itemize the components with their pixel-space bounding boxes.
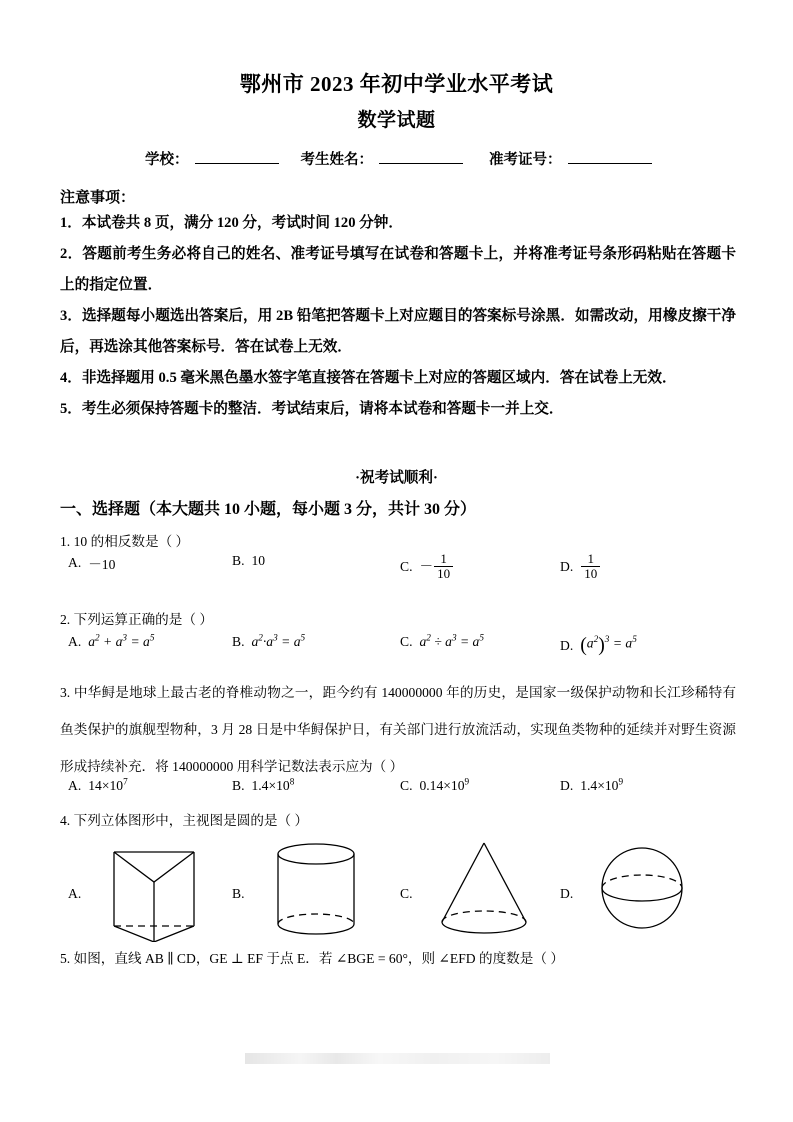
option-label: C. [400,778,413,793]
cylinder-icon [258,838,378,942]
question-3-option-a[interactable] [68,778,128,794]
question-3-body: 中华鲟是地球上最古老的脊椎动物之一，距今约有 140000000 年的历史，是国家一级保护动物和长江珍稀特有鱼类保护的旗舰型物种，3 月 28 日是中华鲟保护日，有关部门进行放流活动，实现鱼类物种的延续并对野生资源形成持续补充．将 140000000 用科学记数法表示应为（ ） [60,685,736,774]
question-1-number: 1. [60,534,71,549]
question-5-number: 5. [60,951,71,966]
question-4-option-d[interactable] [560,838,720,942]
question-5-body: 如图，直线 AB ∥ CD，GE ⊥ EF 于点 E．若 ∠BGE = 60°，则 ∠EFD 的度数是（ ） [73,951,564,966]
blank-exam-number-line[interactable] [568,150,652,164]
good-luck-note: ·祝考试顺利· [355,470,438,486]
section-heading-multiple-choice: 一、选择题（本大题共 10 小题，每小题 3 分，共计 30 分） [60,501,477,518]
notice-item-5: 5．考生必须保持答题卡的整洁．考试结束后，请将本试卷和答题卡一并上交． [60,401,564,417]
question-1-option-b[interactable] [232,553,265,569]
question-2-body: 下列运算正确的是（ ） [73,612,213,627]
option-label: A. [68,886,82,901]
question-3-option-c[interactable] [400,778,469,794]
question-4-option-c[interactable] [400,838,560,942]
notice-item-3: 3．选择题每小题选出答案后，用 2B 铅笔把答题卡上对应题目的答案标号涂黑．如需改动，用橡皮擦干净后，再选涂其他答案标号．答在试卷上无效． [60,308,736,355]
question-2-option-b[interactable] [232,634,305,650]
question-3-number: 3. [60,685,71,700]
question-3-option-d[interactable] [560,778,623,794]
option-label: A. [68,634,82,649]
blank-school [145,148,283,169]
option-label: B. [232,634,245,649]
blank-name-line[interactable] [379,150,463,164]
option-label: D. [560,559,574,575]
option-value: $a^2 + a^3 = a^5$ [88,632,155,649]
notice-item-2: 2．答题前考生务必将自己的姓名、准考证号填写在试卷和答题卡上，并将准考证号条形码粘贴在答题卡上的指定位置． [60,246,736,293]
question-1-body: 10 的相反数是（ ） [73,534,190,549]
option-value: $0.14\times 10^9$ [419,776,470,793]
option-value: － $\frac{1}{10}$ [419,553,454,581]
notice-list [60,208,736,425]
blank-name [301,148,468,169]
notice-heading: 注意事项： [60,190,136,206]
question-2-options [60,634,750,668]
sphere-icon [586,838,706,942]
page-subtitle: 数学试题 [357,110,436,131]
question-4-option-b[interactable] [232,838,392,942]
option-label: D. [560,637,574,653]
option-value: $a^2 \div a^3 = a^5$ [419,632,484,649]
question-1-option-c[interactable] [400,553,454,581]
option-label: C. [400,559,413,575]
option-value: $14\times 10^7$ [88,776,128,793]
option-value: $a^2\cdot a^3 = a^5$ [251,632,306,649]
option-label: C. [400,634,413,649]
notice-item-4: 4．非选择题用 0.5 毫米黑色墨水签字笔直接答在答题卡上对应的答题区域内．答在试卷上无效． [60,370,677,386]
blank-name-label: 考生姓名： [300,152,373,168]
redaction-band [245,1053,550,1064]
question-1-options [60,553,750,587]
question-2-option-c[interactable] [400,634,484,650]
question-2-option-d[interactable] [560,634,637,657]
option-value: $1.4\times 10^8$ [251,776,295,793]
option-value: 10 [251,553,266,568]
question-4-number: 4. [60,813,71,828]
question-4-text [60,806,736,835]
question-5-text [60,944,736,973]
question-2-number: 2. [60,612,71,627]
option-label: B. [232,886,245,901]
question-1-text [60,527,736,556]
option-value: $(a^2)^3 = a^5$ [580,633,637,656]
option-value: $1.4\times 10^9$ [580,776,624,793]
blank-exam-number-label: 准考证号： [489,152,562,168]
question-1-option-d[interactable] [560,553,601,581]
option-label: B. [232,553,245,568]
option-label: D. [560,886,574,901]
option-label: A. [68,555,82,570]
triangular-prism-icon [94,838,214,942]
blank-school-line[interactable] [195,150,279,164]
student-info-blanks [145,148,733,169]
question-2-text [60,605,736,634]
blank-school-label: 学校： [145,152,189,168]
option-label: A. [68,778,82,793]
question-1-option-a[interactable] [68,553,115,573]
blank-exam-number [489,148,656,169]
option-label: C. [400,886,413,901]
option-label: B. [232,778,245,793]
option-value: －10 [88,557,116,572]
option-label: D. [560,778,574,793]
question-4-figures [60,838,750,942]
option-value: $\frac{1}{10}$ [580,553,601,581]
notice-item-1: 1．本试卷共 8 页，满分 120 分，考试时间 120 分钟． [60,215,403,231]
question-3-option-b[interactable] [232,778,294,794]
page-title: 鄂州市 2023 年初中学业水平考试 [239,72,554,96]
question-2-option-a[interactable] [68,634,154,650]
question-4-body: 下列立体图形中，主视图是圆的是（ ） [73,813,309,828]
cone-icon [426,838,546,942]
question-3-text [60,674,736,785]
question-4-option-a[interactable] [68,838,228,942]
